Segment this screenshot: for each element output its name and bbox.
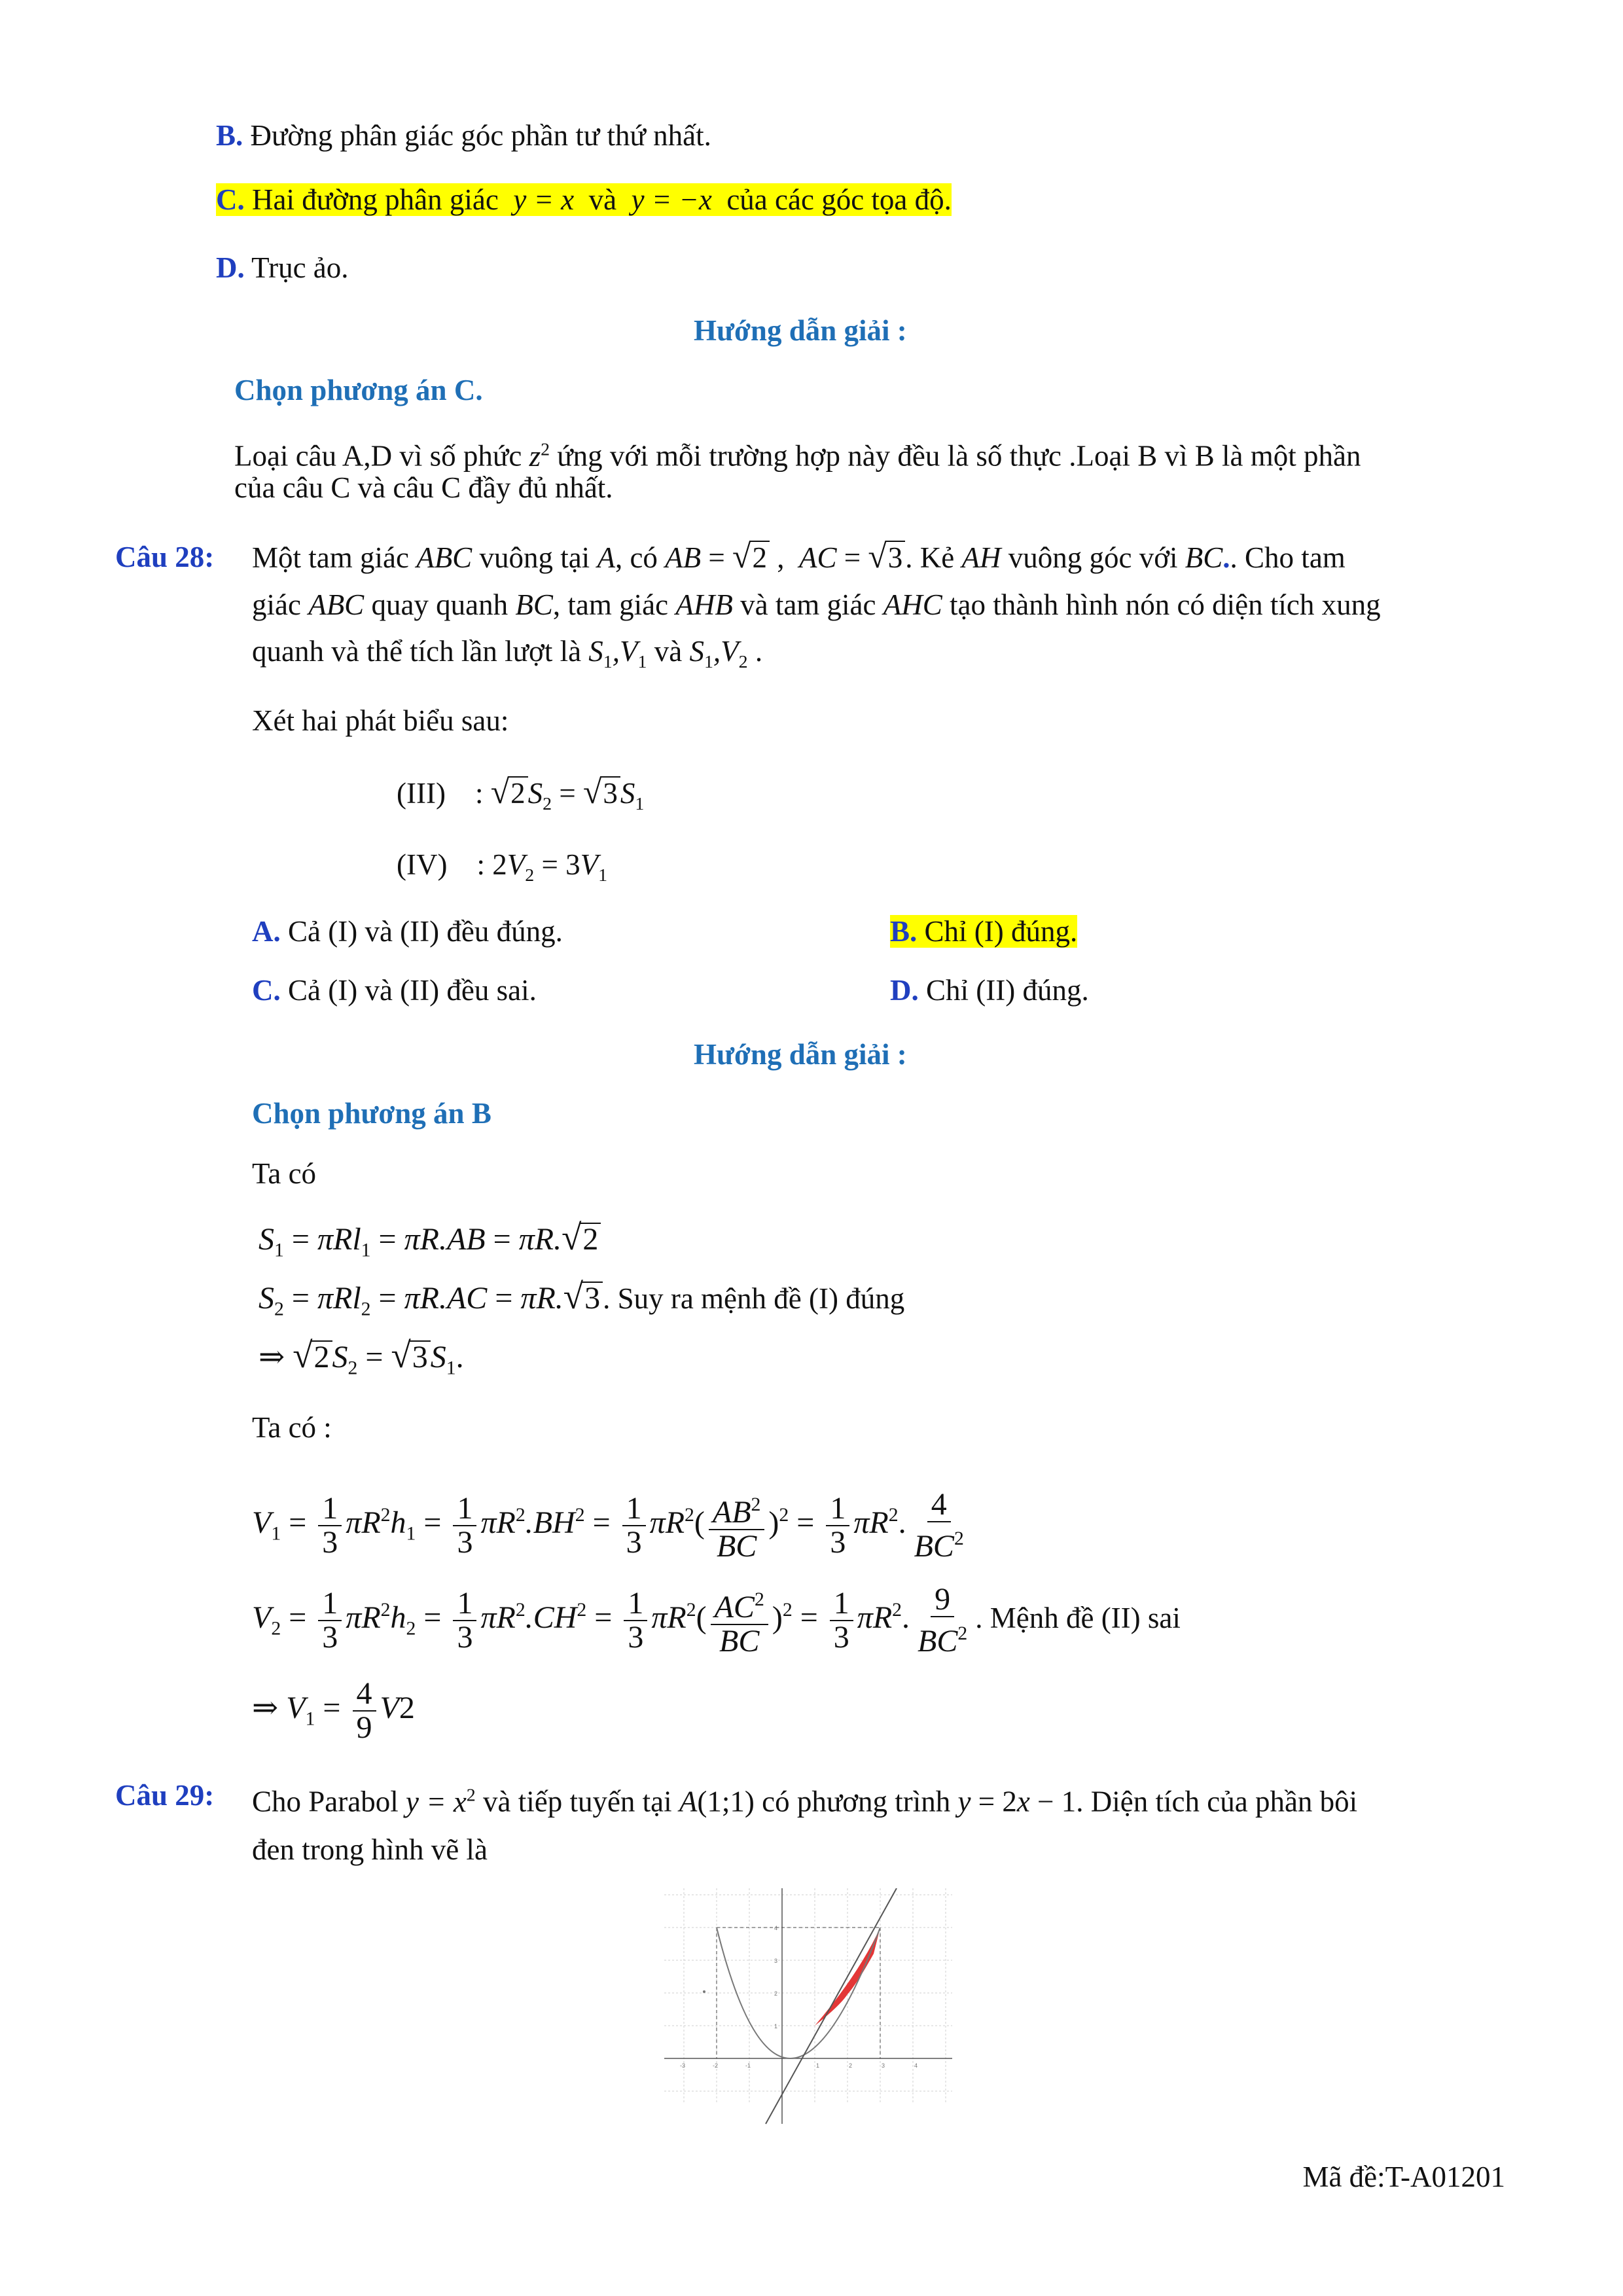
svg-text:1: 1 — [774, 2023, 778, 2030]
svg-text:4: 4 — [774, 1925, 778, 1931]
q27-choice: Chọn phương án C. — [234, 374, 483, 406]
q27-option-b[interactable] — [216, 115, 711, 156]
q27-explanation-line1: Loại câu A,D vì số phức $z^2$ ứng với mỗi trường hợp này đều là số thực .Loại B vì B là một phần — [234, 439, 1361, 473]
q28-taco-2: Ta có : — [252, 1411, 332, 1444]
q28-text-line3: quanh và thể tích lần lượt là $S_1,V_1$ và $S_1,V_2$ . — [252, 635, 763, 672]
q28-guide-heading: Hướng dẫn giải : — [694, 1038, 907, 1071]
point-marker — [703, 1990, 705, 1993]
graph-grid — [664, 1888, 952, 2104]
svg-text:4: 4 — [914, 2062, 918, 2069]
q28-eq-v2: $V_2$ = $\frac{1}{3}$ $\pi R^2h_2$ = $\frac{1}{3}$ $\pi R^2.CH^2$ = $\frac{1}{3}$ $\pi R^2$( $\frac{AC^2}{BC}$ )$^2$ = $\frac{1}{3}$ $\pi R^2$. $\frac{9}{BC^2}$ . Mệnh đề (II) sai — [252, 1581, 1181, 1659]
svg-text:-1: -1 — [745, 2062, 751, 2069]
q28-eq-s2: $S_2 = \pi Rl_2 = \pi R.AC = \pi R.√3$. Suy ra mệnh đề (I) đúng — [259, 1276, 905, 1320]
q28-choice: Chọn phương án B — [252, 1097, 491, 1130]
svg-text:2: 2 — [774, 1990, 778, 1997]
q27-explanation-line2: của câu C và câu C đầy đủ nhất. — [234, 471, 613, 504]
graph-tick-labels — [680, 1925, 918, 2069]
q29-label: Câu 29: — [115, 1779, 215, 1812]
q28-eq-implies-v: ⇒ $V_1$ = $\frac{4}{9}$ V2 — [252, 1676, 415, 1745]
graph-axes — [664, 1888, 952, 2124]
q28-option-d[interactable]: D. Chỉ (II) đúng. — [890, 974, 1089, 1007]
q28-taco-1: Ta có — [252, 1157, 317, 1190]
option-letter: D. — [216, 251, 245, 284]
svg-text:3: 3 — [882, 2062, 885, 2069]
option-text: Hai đường phân giác — [244, 183, 507, 216]
option-text: của các góc tọa độ. — [719, 183, 952, 216]
svg-text:-3: -3 — [680, 2062, 686, 2069]
option-text: Đường phân giác góc phần tư thứ nhất. — [243, 119, 711, 152]
q27-option-d[interactable] — [216, 247, 349, 288]
q27-guide-heading: Hướng dẫn giải : — [694, 314, 907, 347]
q28-eq-implies-s: ⇒ $√2S_2 = √3S_1$. — [259, 1335, 464, 1379]
q28-text-line1: Một tam giác ABC vuông tại A, có AB = √2 , AC = √3. Kẻ AH vuông góc với BC.. Cho tam — [252, 538, 1346, 575]
q29-text-line1: Cho Parabol $y = x^2$ và tiếp tuyến tại A(1;1) có phương trình y = 2x − 1. Diện tích của phần bôi — [252, 1785, 1358, 1818]
q27-option-c[interactable]: C. Hai đường phân giác y = x và y = −x của các góc tọa độ. — [216, 183, 952, 216]
option-letter: C. — [216, 183, 245, 216]
svg-text:-2: -2 — [713, 2062, 719, 2069]
option-letter: B. — [216, 119, 243, 152]
q28-eq-s1: $S_1 = \pi Rl_1 = \pi R.AB = \pi R.√2$ — [259, 1217, 601, 1270]
tangent-line — [766, 1888, 897, 2124]
q28-statement-4: (IV) : $2V_2 = 3V_1$ — [397, 848, 608, 886]
option-text: Trục ảo. — [244, 251, 349, 284]
q28-option-a[interactable]: A. Cả (I) và (II) đều đúng. — [252, 915, 563, 948]
footer-code: Mã đề:T-A01201 — [1302, 2161, 1505, 2193]
q28-consider: Xét hai phát biểu sau: — [252, 704, 509, 737]
option-text: và — [581, 183, 624, 216]
q28-option-b[interactable]: B. Chỉ (I) đúng. — [890, 915, 1078, 948]
svg-text:2: 2 — [849, 2062, 853, 2069]
parabol-tangent-graph — [664, 1888, 952, 2130]
q29-text-line2: đen trong hình vẽ là — [252, 1833, 488, 1866]
svg-text:3: 3 — [774, 1958, 778, 1964]
svg-text:1: 1 — [816, 2062, 820, 2069]
q28-option-c[interactable]: C. Cả (I) và (II) đều sai. — [252, 974, 537, 1007]
q28-text-line2: giác ABC quay quanh BC, tam giác AHB và tam giác AHC tạo thành hình nón có diện tích xung — [252, 588, 1381, 621]
q28-label: Câu 28: — [115, 541, 215, 573]
q28-statement-3: (III) : $√2S_2 = √3S_1$ — [397, 774, 645, 814]
q28-eq-v1: $V_1$ = $\frac{1}{3}$ $\pi R^2h_1$ = $\frac{1}{3}$ $\pi R^2.BH^2$ = $\frac{1}{3}$ $\pi R^2$( $\frac{AB^2}{BC}$ )$^2$ = $\frac{1}{3}$ $\pi R^2$. $\frac{4}{BC^2}$ — [252, 1486, 964, 1564]
